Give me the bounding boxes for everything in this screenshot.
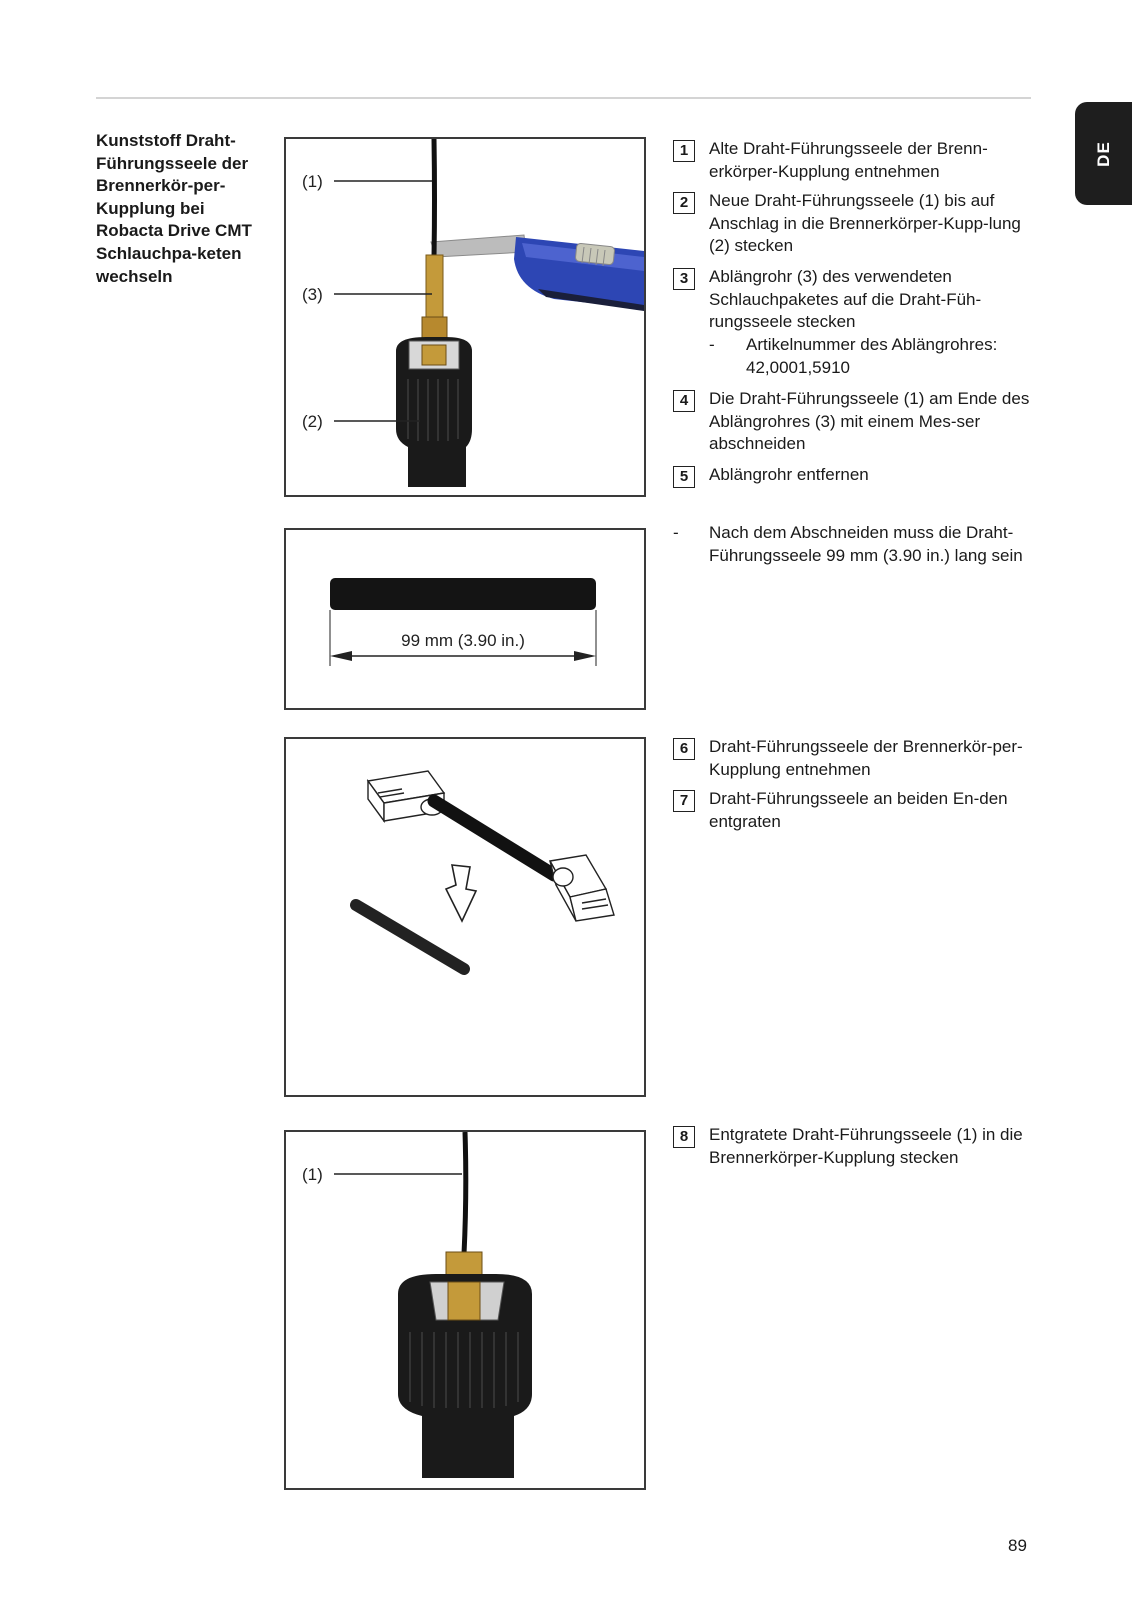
arrow-down-icon [446, 865, 476, 921]
figure-deburring [284, 737, 646, 1097]
coupling-cutter-illustration [286, 139, 644, 495]
step-number: 8 [673, 1126, 695, 1148]
sharpener-icon [550, 855, 614, 921]
cutter-knife-icon [431, 235, 644, 311]
step-text: Ablängrohr (3) des verwendeten Schlauchpaketes auf die Draht-Füh-rungsseele stecken [709, 267, 982, 332]
step-number: 1 [673, 140, 695, 162]
step-number: 2 [673, 192, 695, 214]
step-text: Entgratete Draht-Führungsseele (1) in die Brennerkörper-Kupplung stecken [709, 1125, 1023, 1167]
language-tab-label: DE [1093, 140, 1113, 167]
step-text: Draht-Führungsseele an beiden En-den entgraten [709, 789, 1008, 831]
step-number: 4 [673, 390, 695, 412]
deburring-illustration [286, 739, 644, 1095]
language-tab[interactable] [1075, 102, 1132, 205]
step-text: Ablängrohr entfernen [709, 465, 869, 484]
callout-label-1: (1) [302, 1165, 323, 1184]
figure-cutting-liner [284, 137, 646, 497]
step-number: 5 [673, 466, 695, 488]
section-title: Kunststoff Draht-Führungsseele der Brennerkör-per-Kupplung bei Robacta Drive CMT Schlauchpa-keten wechseln [96, 131, 252, 286]
callout-label-2: (2) [302, 412, 323, 431]
step-text: Draht-Führungsseele der Brennerkör-per-Kupplung entnehmen [709, 737, 1023, 779]
liner-dimension-illustration [286, 530, 644, 708]
figure-liner-length [284, 528, 646, 710]
arrow-left-icon [330, 651, 352, 661]
dimension-label: 99 mm (3.90 in.) [401, 631, 525, 650]
step-number: 3 [673, 268, 695, 290]
callout-label-3: (3) [302, 285, 323, 304]
note-bullet: - [673, 523, 679, 542]
liner-tube [330, 578, 596, 610]
article-number-text: Artikelnummer des Ablängrohres: 42,0001,5910 [746, 335, 998, 377]
step-text: Alte Draht-Führungsseele der Brenn-erkörper-Kupplung entnehmen [709, 139, 988, 181]
arrow-right-icon [574, 651, 596, 661]
step-number: 6 [673, 738, 695, 760]
figure-insert-liner [284, 1130, 646, 1490]
step-number: 7 [673, 790, 695, 812]
step-text: Neue Draht-Führungsseele (1) bis auf Anschlag in die Brennerkörper-Kupp-lung (2) stecken [709, 191, 1021, 256]
length-note: Nach dem Abschneiden muss die Draht-Führungsseele 99 mm (3.90 in.) lang sein [709, 523, 1023, 565]
header-rule [96, 97, 1031, 99]
page-number: 89 [1008, 1536, 1027, 1555]
step-text: Die Draht-Führungsseele (1) am Ende des Ablängrohres (3) mit einem Mes-ser abschneiden [709, 389, 1030, 454]
callout-label-1: (1) [302, 172, 323, 191]
sub-bullet: - [709, 335, 715, 354]
coupling-illustration [286, 1132, 644, 1488]
